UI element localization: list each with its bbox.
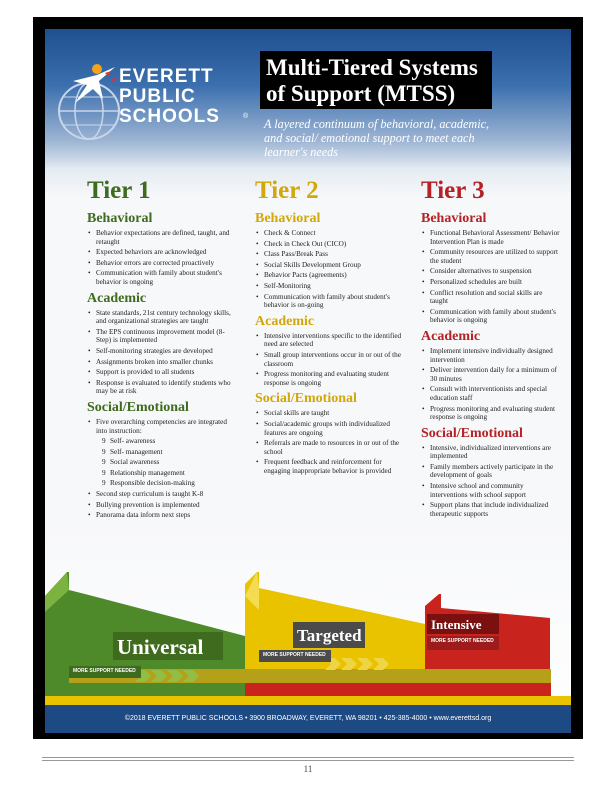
tier-1-behavioral-list	[87, 229, 235, 287]
list-item: • Self-monitoring strategies are developed	[96, 347, 235, 356]
list-item: • Bullying prevention is implemented	[96, 501, 235, 510]
tier-2-behavioral-list	[255, 229, 405, 310]
logo-word-schools: SCHOOLS	[119, 106, 220, 127]
list-item: • Panorama data inform next steps	[96, 511, 235, 520]
tier-2-social-emotional-list	[255, 409, 405, 475]
tier-2-academic-heading: Academic	[255, 313, 315, 329]
logo-word-public: PUBLIC	[119, 86, 196, 107]
universal-label: Universal	[117, 635, 204, 659]
competency-item: 9 Responsible decision-making	[96, 479, 235, 488]
list-item: • Self-Monitoring	[264, 282, 405, 291]
list-item: • Implement intensive individually designed intervention	[430, 347, 561, 364]
mtss-poster	[45, 29, 571, 733]
list-item: • Frequent feedback and reinforcement for engaging inappropriate behavior is provided	[264, 458, 405, 475]
tier-2-heading: Tier 2	[255, 177, 319, 204]
tier-2-social-emotional-heading: Social/Emotional	[255, 391, 357, 407]
list-item: • Social/academic groups with individualized features are ongoing	[264, 420, 405, 437]
list-item: • Response is evaluated to identify students who may be at risk	[96, 379, 235, 396]
tier-3-social-emotional-heading: Social/Emotional	[421, 425, 523, 441]
competency-item: 9 Relationship management	[96, 469, 235, 478]
title-line-2: of Support (MTSS)	[266, 81, 456, 106]
page-number: 11	[303, 764, 313, 774]
title-box	[260, 51, 492, 109]
list-item: • Five overarching competencies are integrated into instruction:	[96, 418, 235, 435]
tier-1-behavioral-heading: Behavioral	[87, 211, 153, 226]
more-support-tier1: MORE SUPPORT NEEDED	[73, 668, 136, 674]
more-support-tier3: MORE SUPPORT NEEDED	[431, 638, 494, 644]
list-item: • Assignments broken into smaller chunks	[96, 358, 235, 367]
list-item: • Communication with family about student's behavior is ongoing	[96, 269, 235, 286]
tier-3-behavioral-heading: Behavioral	[421, 211, 487, 226]
list-item: • Behavior expectations are defined, taught, and retaught	[96, 229, 235, 246]
list-item: • Small group interventions occur in or out of the classroom	[264, 351, 405, 368]
competency-item: 9 Self- awareness	[96, 437, 235, 446]
page-rule	[42, 757, 574, 761]
list-item: • Support is provided to all students	[96, 368, 235, 377]
list-item: • Second step curriculum is taught K-8	[96, 490, 235, 499]
list-item: • Family members actively participate in the development of goals	[430, 463, 561, 480]
list-item: • Behavior Pacts (agreements)	[264, 271, 405, 280]
tier-2-column	[255, 177, 405, 477]
list-item: • Intensive interventions specific to the identified need are selected	[264, 332, 405, 349]
list-item: • Social skills are taught	[264, 409, 405, 418]
tier-3-academic-heading: Academic	[421, 328, 481, 344]
targeted-label: Targeted	[297, 626, 362, 645]
list-item: • Consult with interventionists and special education staff	[430, 385, 561, 402]
subtitle: A layered continuum of behavioral, academic, and social/ emotional support to meet each learner's needs	[264, 117, 490, 159]
tier-3-heading: Tier 3	[421, 177, 485, 204]
list-item: • Consider alternatives to suspension	[430, 267, 561, 276]
logo-word-everett: EVERETT	[119, 66, 214, 87]
tier-2-academic-list	[255, 332, 405, 388]
list-item: • Progress monitoring and evaluating student response is ongoing	[264, 370, 405, 387]
list-item: • Functional Behavioral Assessment/ Behavior Intervention Plan is made	[430, 229, 561, 246]
list-item: • Expected behaviors are acknowledged	[96, 248, 235, 257]
tier-1-column	[87, 177, 235, 522]
list-item: • Referrals are made to resources in or out of the school	[264, 439, 405, 456]
list-item: • Intensive school and community interventions with school support	[430, 482, 561, 499]
list-item: • Intensive, individualized interventions are implemented	[430, 444, 561, 461]
tier-3-behavioral-list	[421, 229, 561, 325]
list-item: • Support plans that include individualized therapeutic supports	[430, 501, 561, 518]
tier-1-academic-heading: Academic	[87, 290, 147, 306]
tier-1-social-emotional-list	[87, 418, 235, 520]
competency-item: 9 Social awareness	[96, 458, 235, 467]
list-item: • Check & Connect	[264, 229, 405, 238]
list-item: • Social Skills Development Group	[264, 261, 405, 270]
competency-item: 9 Self- management	[96, 448, 235, 457]
tier-1-academic-list	[87, 309, 235, 396]
list-item: • Class Pass/Break Pass	[264, 250, 405, 259]
list-item: • Progress monitoring and evaluating student response is ongoing	[430, 405, 561, 422]
tier-1-social-emotional-heading: Social/Emotional	[87, 399, 189, 415]
list-item: • Communication with family about student's behavior is on-going	[264, 293, 405, 310]
tier-3-academic-list	[421, 347, 561, 422]
tier-3-column	[421, 177, 561, 520]
list-item: • Behavior errors are corrected proactively	[96, 259, 235, 268]
poster-frame	[33, 17, 583, 739]
everett-logo	[53, 53, 253, 153]
poster-footer: ©2018 EVERETT PUBLIC SCHOOLS • 3900 BROADWAY, EVERETT, WA 98201 • 425-385-4000 • www.everettsd.org	[45, 705, 571, 733]
tier-2-behavioral-heading: Behavioral	[255, 211, 321, 226]
list-item: • Deliver intervention daily for a minimum of 30 minutes	[430, 366, 561, 383]
list-item: • Check in Check Out (CICO)	[264, 240, 405, 249]
list-item: • Community resources are utilized to support the student	[430, 248, 561, 265]
list-item: • Personalized schedules are built	[430, 278, 561, 287]
list-item: • Communication with family about student's behavior is ongoing	[430, 308, 561, 325]
title-line-1: Multi-Tiered Systems	[266, 55, 478, 80]
list-item: • Conflict resolution and social skills are taught	[430, 289, 561, 306]
tier-3-social-emotional-list	[421, 444, 561, 519]
tier-1-heading: Tier 1	[87, 177, 151, 204]
list-item: • The EPS continuous improvement model (8-Step) is implemented	[96, 328, 235, 345]
registered-mark: ®	[243, 113, 249, 120]
list-item: • State standards, 21st century technology skills, and organizational strategies are taught	[96, 309, 235, 326]
intensive-label: Intensive	[431, 617, 482, 632]
more-support-tier2: MORE SUPPORT NEEDED	[263, 652, 326, 658]
